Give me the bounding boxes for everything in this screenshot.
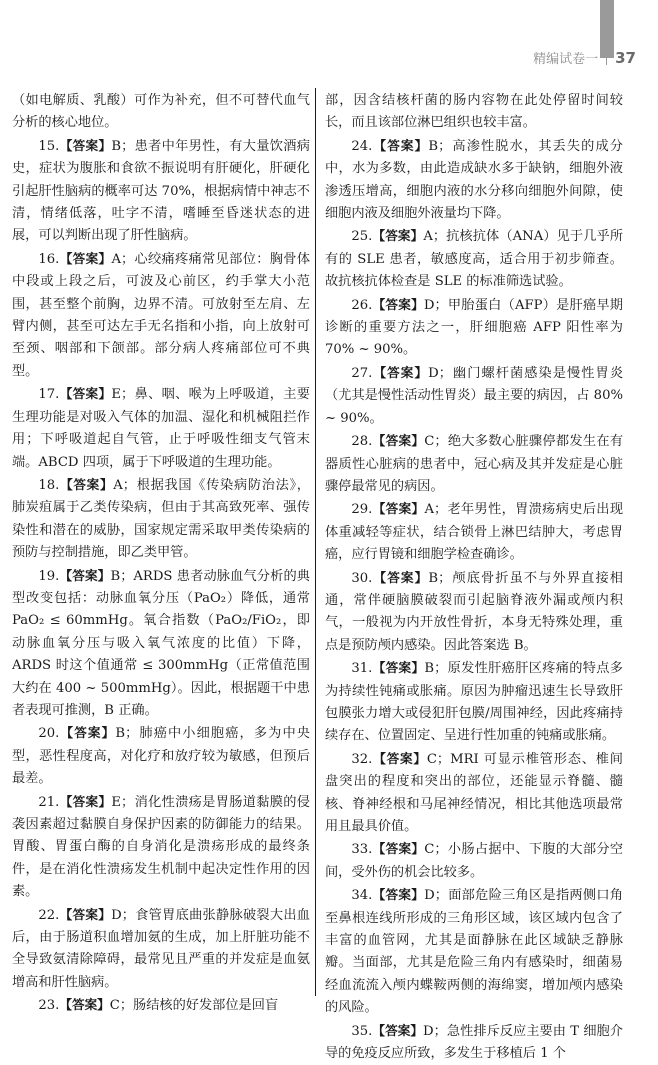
answer-label: 【答案】 [59, 137, 112, 153]
answer-item [325, 498, 623, 566]
answer-item [325, 884, 623, 1019]
question-number: 29. [351, 502, 373, 518]
answer-item [12, 904, 310, 995]
answer-explanation: C；绝大多数心脏骤停都发生在有器质性心脏病的患者中，冠心病及其并发症是心脏骤停最常见的病因。 [325, 434, 624, 494]
section-title: 精编试卷一 [533, 52, 599, 67]
question-number: 23. [38, 998, 60, 1014]
question-number: 22. [38, 907, 60, 923]
answer-item [325, 225, 623, 293]
page-header [533, 48, 636, 67]
answer-explanation: C；肠结核的好发部位是回盲 [109, 998, 279, 1014]
answer-label: 【答案】 [59, 250, 112, 266]
question-number: 17. [38, 387, 60, 403]
answer-explanation: B；原发性肝癌肝区疼痛的特点多为持续性钝痛或胀痛。原因为肿瘤迅速生长导致肝包膜张力增大或侵犯肝包膜/周围神经，因此疼痛持续存在、位置固定、呈进行性加重的钝痛或胀痛。 [325, 661, 623, 744]
answer-item [12, 994, 310, 1017]
answer-item [325, 294, 623, 362]
answer-item [325, 135, 623, 226]
answer-item [325, 748, 623, 839]
answer-item [325, 430, 623, 498]
answer-explanation: D；幽门螺杆菌感染是慢性胃炎（尤其是慢性活动性胃炎）最主要的病因，占 80% ~ 90%。 [325, 365, 624, 426]
answer-explanation: A；抗核抗体（ANA）见于几乎所有的 SLE 患者，敏感度高，适合用于初步筛查。故抗核抗体检查是 SLE 的标准筛选试验。 [325, 229, 624, 290]
question-number: 33. [351, 842, 373, 858]
question-number: 18. [38, 477, 60, 493]
question-number: 15. [38, 138, 60, 154]
answer-explanation: A；根据我国《传染病防治法》，肺炭疽属于乙类传染病，但由于其高致死率、强传染性和潜在的威胁，国家规定需采取甲类传染病的预防与控制措施，即乙类甲管。 [12, 477, 310, 561]
answer-label: 【答案】 [59, 997, 110, 1013]
question-number: 21. [38, 794, 60, 810]
answer-label: 【答案】 [372, 501, 425, 517]
question-number: 19. [38, 568, 60, 584]
question-number: 34. [351, 888, 373, 904]
answer-item [325, 838, 623, 884]
answer-label: 【答案】 [372, 137, 429, 153]
answer-explanation: （如电解质、乳酸）可作为补充，但不可替代血气分析的核心地位。 [12, 93, 310, 131]
answer-item [325, 567, 623, 658]
question-number: 32. [351, 751, 373, 767]
answer-label: 【答案】 [59, 567, 111, 583]
question-number: 26. [351, 297, 373, 313]
answer-label: 【答案】 [59, 386, 112, 402]
answer-continuation [325, 90, 623, 135]
question-number: 20. [38, 726, 60, 742]
answer-label: 【答案】 [372, 887, 425, 903]
question-number: 28. [351, 434, 373, 450]
answer-label: 【答案】 [372, 296, 424, 312]
question-number: 25. [351, 229, 373, 245]
answer-label: 【答案】 [372, 228, 424, 244]
answer-explanation: B；肺癌中小细胞癌，多为中央型，恶性程度高，对化疗和放疗较为敏感，但预后最差。 [12, 726, 310, 787]
answer-item [12, 474, 310, 565]
right-column [325, 90, 623, 1065]
answer-item [12, 722, 310, 790]
column-divider [315, 88, 316, 996]
answer-explanation: A；心绞痛疼痛常见部位：胸骨体中段或上段之后，可波及心前区，约手掌大小范围，甚至整个前胸，边界不清。可放射至左肩、左臂内侧，甚至可达左手无名指和小指，向上放射可至颈、咽部和下颌部。部分病人疼痛部位可不典型。 [12, 251, 311, 379]
answer-explanation: E；鼻、咽、喉为上呼吸道，主要生理功能是对吸入气体的加温、湿化和机械阻拦作用；下呼吸道起自气管，止于呼吸性细支气管末端。ABCD 四项，属于下呼吸道的生理功能。 [12, 387, 310, 470]
answer-label: 【答案】 [59, 725, 116, 741]
question-number: 30. [351, 570, 373, 586]
answer-item [12, 135, 310, 248]
answer-item [325, 362, 623, 430]
answer-label: 【答案】 [372, 750, 427, 766]
page-number: 37 [615, 48, 636, 67]
answer-explanation: A；老年男性，胃溃疡病史后出现体重减轻等症状，结合锁骨上淋巴结肿大，考虑胃癌，应行胃镜和细胞学检查确诊。 [325, 502, 624, 563]
answer-explanation: B；患者中年男性，有大量饮酒病史，症状为腹胀和食欲不振说明有肝硬化，肝硬化引起肝性脑病的概率可达 70%，根据病情中神志不清，情绪低落，吐字不清，嗜睡至昏迷状态的进展，可以判断出现了肝性脑病。 [12, 138, 310, 244]
answer-item [12, 565, 310, 723]
answer-explanation: C；小肠占据中、下腹的大部分空间，受外伤的机会比较多。 [325, 842, 624, 880]
answer-label: 【答案】 [372, 841, 425, 857]
answer-label: 【答案】 [372, 1022, 424, 1038]
answer-explanation: 部，因含结核杆菌的肠内容物在此处停留时间较长，而且该部位淋巴组织也较丰富。 [325, 93, 623, 131]
left-column [12, 90, 310, 1018]
answer-explanation: B；ARDS 患者动脉血气分析的典型改变包括：动脉血氧分压（PaO₂）降低，通常 PaO₂ ≤ 60mmHg。氧合指数（PaO₂/FiO₂，即动脉血氧分压与吸入氧气浓度的比值）下降，ARDS 时这个值通常 ≤ 300mmHg（正常值范围大约在 400 ~ 500mmHg）。因此，根据题干中患者表现可推测，B 正确。 [12, 568, 310, 718]
answer-explanation: B；高渗性脱水，其丢失的成分中，水为多数，由此造成缺水多于缺钠，细胞外液渗透压增高，细胞内液的水分移向细胞外间隙，使细胞内液及细胞外液量均下降。 [325, 138, 623, 222]
answer-explanation: D；急性排斥反应主要由 T 细胞介导的免疫反应所致，多发生于移植后 1 个 [325, 1023, 623, 1062]
question-number: 27. [351, 365, 373, 381]
answer-explanation: B；颅底骨折虽不与外界直接相通，常伴硬脑膜破裂而引起脑脊液外漏或颅内积气，一般视为内开放性骨折，本身无特殊处理，重点是预防颅内感染。因此答案选 B。 [325, 570, 623, 653]
question-number: 16. [38, 251, 60, 267]
question-number: 24. [351, 138, 373, 154]
answer-continuation [12, 90, 310, 135]
answer-label: 【答案】 [59, 906, 112, 922]
answer-explanation: D；甲胎蛋白（AFP）是肝癌早期诊断的重要方法之一，肝细胞癌 AFP 阳性率为 70% ~ 90%。 [325, 297, 623, 358]
question-number: 31. [351, 661, 373, 677]
answer-explanation: D；食管胃底曲张静脉破裂大出血后，由于肠道积血增加氨的生成，加上肝脏功能不全导致氨清除障碍，最常见且严重的并发症是血氨增高和肝性脑病。 [12, 907, 310, 990]
answer-item [12, 383, 310, 474]
answer-item [325, 657, 623, 748]
answer-item [12, 248, 310, 383]
question-number: 35. [351, 1023, 373, 1039]
top-margin [0, 0, 600, 42]
answer-label: 【答案】 [372, 569, 429, 585]
answer-explanation: E；消化性溃疡是胃肠道黏膜的侵袭因素超过黏膜自身保护因素的防御能力的结果。胃酸、胃蛋白酶的自身消化是溃疡形成的最终条件，是在消化性溃疡发生机制中起决定性作用的因素。 [12, 794, 310, 900]
header-separator [606, 51, 607, 65]
answer-item [325, 1020, 623, 1065]
answer-explanation: D；面部危险三角区是指两侧口角至鼻根连线所形成的三角形区域，该区域内包含了丰富的血管网，尤其是面静脉在此区域缺乏静脉瓣。当面部，尤其是危险三角内有感染时，细菌易经血流流入颅内蝶鞍两侧的海绵窦，增加颅内感染的风险。 [325, 888, 623, 1016]
answer-label: 【答案】 [372, 660, 425, 676]
answer-label: 【答案】 [59, 793, 112, 809]
answer-item [12, 791, 310, 904]
answer-label: 【答案】 [59, 476, 114, 492]
answer-label: 【答案】 [372, 433, 425, 449]
answer-label: 【答案】 [372, 364, 429, 380]
answer-explanation: C；MRI 可显示椎管形态、椎间盘突出的程度和突出的部位，还能显示脊髓、髓核、脊神经根和马尾神经情况，相比其他选项最常用且最具价值。 [325, 751, 623, 834]
